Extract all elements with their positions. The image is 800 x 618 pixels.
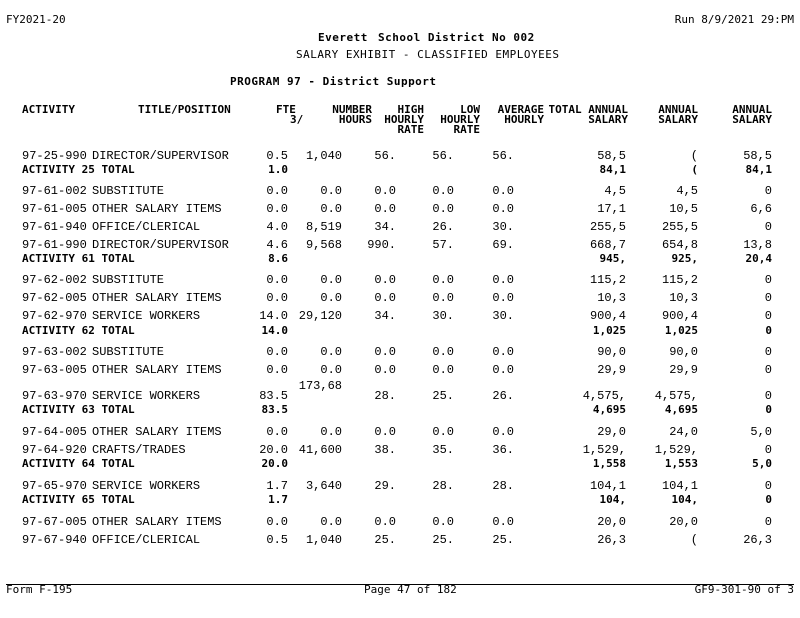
col-annual-c-2: SALARY [732,113,772,126]
position-title: SUBSTITUTE [92,184,165,198]
cell-high: 0.0 [374,273,396,287]
activity-code: 97-61-990 [22,238,87,252]
cell-avg: 30. [492,309,514,323]
cell-fte: 83.5 [261,403,288,416]
subtotal-label: ACTIVITY 25 TOTAL [22,163,135,176]
col-annual-b-1: ANNUAL [658,103,698,116]
cell-fte: 4.6 [266,238,288,252]
cell-low: 0.0 [432,363,454,377]
cell-hours: 0.0 [320,363,342,377]
cell-avg: 56. [492,149,514,163]
position-title: DIRECTOR/SUPERVISOR [92,238,229,252]
col-total-1: TOTAL ANNUAL [548,103,628,116]
activity-code: 97-25-990 [22,149,87,163]
cell-hours: 8,519 [305,220,342,234]
cell-b: 1,553 [664,457,698,470]
cell-avg: 0.0 [492,291,514,305]
cell-b: ( [691,163,698,176]
cell-low: 57. [432,238,454,252]
cell-c: 0 [764,309,772,323]
subtotal-label: ACTIVITY 65 TOTAL [22,493,135,506]
activity-code: 97-63-002 [22,345,87,359]
cell-c: 0 [764,184,772,198]
form-code: GF9-301-90 of 3 [694,583,794,596]
cell-b: 115,2 [661,273,698,287]
cell-fte: 0.0 [266,363,288,377]
subtotal-label: ACTIVITY 63 TOTAL [22,403,135,416]
cell-total: 1,558 [592,457,626,470]
cell-fte: 14.0 [261,324,288,337]
cell-total: 29,9 [597,363,626,377]
cell-total: 115,2 [589,273,626,287]
cell-avg: 0.0 [492,273,514,287]
position-title: SUBSTITUTE [92,345,165,359]
cell-fte: 0.0 [266,291,288,305]
cell-avg: 36. [492,443,514,457]
cell-c: 0 [764,273,772,287]
cell-fte: 0.5 [266,533,288,547]
activity-code: 97-61-002 [22,184,87,198]
subtotal-label: ACTIVITY 61 TOTAL [22,252,135,265]
cell-total: 1,025 [592,324,626,337]
cell-b: 104,1 [661,479,698,493]
cell-total: 26,3 [597,533,626,547]
cell-avg: 28. [492,479,514,493]
cell-low: 0.0 [432,291,454,305]
cell-c: 0 [764,515,772,529]
program-title: PROGRAM 97 - District Support [230,75,437,88]
cell-fte: 0.0 [266,425,288,439]
cell-total: 90,0 [597,345,626,359]
col-avg-1: AVERAGE [497,103,544,116]
cell-b: 24,0 [669,425,698,439]
position-title: OTHER SALARY ITEMS [92,202,222,216]
cell-b: 900,4 [661,309,698,323]
cell-hours: 1,040 [305,533,342,547]
cell-total: 17,1 [597,202,626,216]
cell-high: 38. [374,443,396,457]
cell-high: 0.0 [374,202,396,216]
cell-avg: 0.0 [492,425,514,439]
cell-c: 0 [764,479,772,493]
cell-high: 28. [374,389,396,403]
cell-low: 35. [432,443,454,457]
cell-low: 30. [432,309,454,323]
cell-b: ( [690,149,698,163]
position-title: SERVICE WORKERS [92,389,201,403]
cell-low: 0.0 [432,202,454,216]
activity-code: 97-67-940 [22,533,87,547]
cell-c: 26,3 [743,533,772,547]
col-high-2: HOURLY [384,113,424,126]
activity-code: 97-63-005 [22,363,87,377]
district-name: Everett [318,31,368,44]
cell-avg: 0.0 [492,202,514,216]
cell-total: 4,5 [604,184,626,198]
cell-b: 4,695 [664,403,698,416]
col-low-3: RATE [453,123,480,136]
cell-hours: 173,68 [298,379,342,393]
cell-low: 25. [432,389,454,403]
cell-low: 0.0 [432,515,454,529]
cell-high: 0.0 [374,515,396,529]
activity-code: 97-67-005 [22,515,87,529]
cell-avg: 69. [492,238,514,252]
cell-total: 104,1 [589,479,626,493]
col-activity: ACTIVITY [22,103,75,116]
cell-hours: 9,568 [305,238,342,252]
cell-total: 10,3 [597,291,626,305]
cell-total: 945, [599,252,626,265]
cell-hours: 0.0 [320,515,342,529]
position-title: OTHER SALARY ITEMS [92,425,222,439]
cell-fte: 0.0 [266,345,288,359]
cell-fte: 0.0 [266,515,288,529]
col-avg-2: HOURLY [504,113,544,126]
cell-high: 0.0 [374,184,396,198]
cell-c: 84,1 [745,163,772,176]
cell-c: 0 [764,389,772,403]
cell-high: 56. [374,149,396,163]
exhibit-title: SALARY EXHIBIT - CLASSIFIED EMPLOYEES [296,48,560,61]
cell-high: 0.0 [374,363,396,377]
cell-c: 0 [765,493,772,506]
form-number: Form F-195 [6,583,73,596]
col-annual-b-2: SALARY [658,113,698,126]
col-hours-2: HOURS [338,113,372,126]
cell-c: 6,6 [750,202,772,216]
position-title: OFFICE/CLERICAL [92,533,201,547]
cell-low: 0.0 [432,184,454,198]
cell-c: 20,4 [745,252,772,265]
activity-code: 97-61-940 [22,220,87,234]
cell-hours: 29,120 [298,309,342,323]
cell-high: 0.0 [374,291,396,305]
cell-c: 0 [765,324,772,337]
cell-fte: 14.0 [259,309,288,323]
activity-code: 97-61-005 [22,202,87,216]
activity-code: 97-62-005 [22,291,87,305]
cell-high: 0.0 [374,425,396,439]
col-hours-1: NUMBER [332,103,372,116]
cell-b: 10,5 [669,202,698,216]
cell-low: 26. [432,220,454,234]
cell-avg: 0.0 [492,345,514,359]
cell-avg: 26. [492,389,514,403]
subtotal-label: ACTIVITY 62 TOTAL [22,324,135,337]
cell-low: 28. [432,479,454,493]
cell-fte: 0.0 [266,202,288,216]
cell-b: 1,025 [664,324,698,337]
activity-code: 97-62-002 [22,273,87,287]
cell-b: 654,8 [661,238,698,252]
position-title: OTHER SALARY ITEMS [92,515,222,529]
cell-total: 4,575, [582,389,626,403]
cell-fte: 0.0 [266,184,288,198]
cell-b: 4,5 [676,184,698,198]
cell-fte: 1.0 [268,163,288,176]
cell-low: 0.0 [432,425,454,439]
cell-hours: 41,600 [298,443,342,457]
cell-high: 34. [374,220,396,234]
col-high-3: RATE [397,123,424,136]
cell-hours: 0.0 [320,425,342,439]
cell-fte: 4.0 [266,220,288,234]
cell-hours: 0.0 [320,202,342,216]
cell-fte: 8.6 [268,252,288,265]
cell-c: 0 [764,345,772,359]
cell-b: 90,0 [669,345,698,359]
cell-c: 0 [764,220,772,234]
cell-high: 34. [374,309,396,323]
cell-c: 58,5 [743,149,772,163]
cell-avg: 0.0 [492,515,514,529]
cell-total: 900,4 [589,309,626,323]
cell-hours: 0.0 [320,184,342,198]
cell-high: 0.0 [374,345,396,359]
position-title: SUBSTITUTE [92,273,165,287]
cell-hours: 3,640 [305,479,342,493]
cell-total: 255,5 [589,220,626,234]
activity-code: 97-64-920 [22,443,87,457]
position-title: OTHER SALARY ITEMS [92,363,222,377]
cell-c: 0 [764,291,772,305]
cell-hours: 0.0 [320,273,342,287]
col-title: TITLE/POSITION [138,103,231,116]
cell-total: 58,5 [597,149,626,163]
cell-b: 1,529, [654,443,698,457]
col-low-1: LOW [460,103,480,116]
position-title: SERVICE WORKERS [92,479,201,493]
cell-low: 56. [432,149,454,163]
cell-b: 20,0 [669,515,698,529]
cell-fte: 20.0 [259,443,288,457]
cell-total: 4,695 [592,403,626,416]
position-title: DIRECTOR/SUPERVISOR [92,149,229,163]
position-title: SERVICE WORKERS [92,309,201,323]
cell-total: 104, [599,493,626,506]
cell-hours: 0.0 [320,291,342,305]
cell-avg: 30. [492,220,514,234]
col-low-2: HOURLY [440,113,480,126]
cell-fte: 83.5 [259,389,288,403]
cell-total: 1,529, [582,443,626,457]
cell-fte: 0.5 [266,149,288,163]
cell-total: 668,7 [589,238,626,252]
cell-b: ( [690,533,698,547]
fiscal-year: FY2021-20 [6,13,66,26]
cell-high: 29. [374,479,396,493]
col-annual-c-1: ANNUAL [732,103,772,116]
cell-c: 5,0 [752,457,772,470]
cell-high: 25. [374,533,396,547]
cell-hours: 0.0 [320,345,342,359]
position-title: OFFICE/CLERICAL [92,220,201,234]
cell-hours: 1,040 [305,149,342,163]
col-fte: FTE [276,103,296,116]
activity-code: 97-65-970 [22,479,87,493]
activity-code: 97-64-005 [22,425,87,439]
cell-fte: 1.7 [268,493,288,506]
cell-avg: 25. [492,533,514,547]
activity-code: 97-62-970 [22,309,87,323]
cell-c: 0 [764,363,772,377]
district-number: School District No 002 [378,31,535,44]
cell-low: 0.0 [432,345,454,359]
cell-fte: 20.0 [261,457,288,470]
cell-b: 29,9 [669,363,698,377]
run-info: Run 8/9/2021 29:PM [674,13,794,26]
col-fte-note: 3/ [290,113,304,126]
cell-total: 29,0 [597,425,626,439]
cell-high: 990. [367,238,396,252]
cell-low: 25. [432,533,454,547]
col-total-2: SALARY [588,113,628,126]
position-title: CRAFTS/TRADES [92,443,186,457]
cell-total: 84,1 [599,163,626,176]
cell-fte: 0.0 [266,273,288,287]
cell-avg: 0.0 [492,184,514,198]
cell-c: 13,8 [743,238,772,252]
position-title: OTHER SALARY ITEMS [92,291,222,305]
cell-c: 5,0 [750,425,772,439]
col-high-1: HIGH [397,103,424,116]
cell-low: 0.0 [432,273,454,287]
cell-b: 10,3 [669,291,698,305]
cell-total: 20,0 [597,515,626,529]
page-number: Page 47 of 182 [364,583,457,596]
cell-fte: 1.7 [266,479,288,493]
cell-b: 925, [671,252,698,265]
cell-b: 104, [671,493,698,506]
cell-c: 0 [765,403,772,416]
cell-c: 0 [764,443,772,457]
subtotal-label: ACTIVITY 64 TOTAL [22,457,135,470]
cell-b: 255,5 [661,220,698,234]
cell-avg: 0.0 [492,363,514,377]
activity-code: 97-63-970 [22,389,87,403]
cell-b: 4,575, [654,389,698,403]
